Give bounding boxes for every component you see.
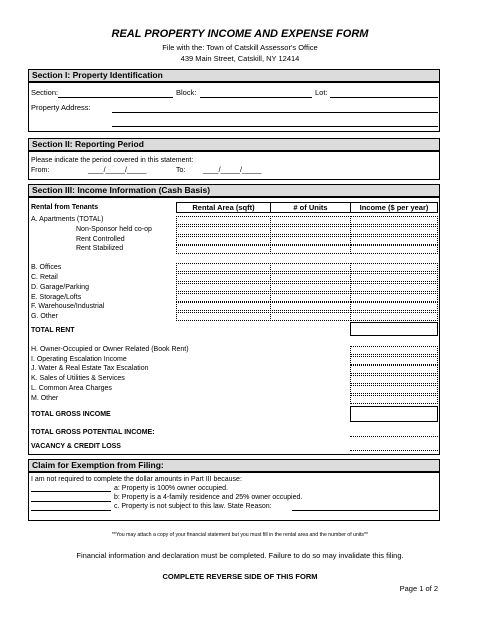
- warehouse-label: F. Warehouse/Industrial: [31, 303, 105, 310]
- col-income: Income ($ per year): [350, 202, 438, 213]
- rental-grid-cell[interactable]: [270, 216, 351, 225]
- vacancy-label: VACANCY & CREDIT LOSS: [31, 443, 121, 450]
- rental-grid-cell[interactable]: [350, 236, 438, 245]
- form-title: REAL PROPERTY INCOME AND EXPENSE FORM: [111, 28, 369, 40]
- rental-grid-cell[interactable]: [176, 273, 271, 282]
- storage-label: E. Storage/Lofts: [31, 294, 82, 301]
- income-grid-cell[interactable]: [350, 395, 438, 404]
- retail-label: C. Retail: [31, 274, 58, 281]
- block-field[interactable]: [200, 97, 312, 98]
- owner-occupied-label: H. Owner-Occupied or Owner Related (Book Rent): [31, 346, 189, 353]
- rental-grid-cell[interactable]: [350, 273, 438, 282]
- tax-escalation-label: J. Water & Real Estate Tax Escalation: [31, 365, 149, 372]
- to-label: To:: [176, 167, 186, 174]
- file-with-text: File with the: Town of Catskill Assessor's Office: [162, 43, 318, 52]
- utilities-label: K. Sales of Utilities & Services: [31, 375, 125, 382]
- period-instruction: Please indicate the period covered in this statement:: [31, 157, 194, 164]
- to-date-field[interactable]: ____/_____/_____: [203, 167, 262, 174]
- lot-label: Lot:: [315, 88, 328, 97]
- rental-grid-cell[interactable]: [350, 263, 438, 272]
- total-rent-label: TOTAL RENT: [31, 327, 75, 334]
- attachment-note: **You may attach a copy of your financial statement but you must fill in the rental area and the number of units**: [111, 532, 369, 538]
- income-grid-cell[interactable]: [350, 346, 438, 355]
- income-grid-cell[interactable]: [350, 375, 438, 384]
- complete-reverse-note: COMPLETE REVERSE SIDE OF THIS FORM: [162, 572, 318, 581]
- from-date-field[interactable]: ____/_____/_____: [88, 167, 147, 174]
- total-gross-potential-field[interactable]: [350, 436, 438, 437]
- rental-grid-cell[interactable]: [350, 293, 438, 302]
- common-area-label: L. Common Area Charges: [31, 385, 112, 392]
- exemption-reason-field[interactable]: [292, 510, 438, 511]
- vacancy-field[interactable]: [350, 450, 438, 451]
- rental-grid-cell[interactable]: [176, 245, 271, 254]
- rental-grid-cell[interactable]: [350, 216, 438, 225]
- total-gross-potential-label: TOTAL GROSS POTENTIAL INCOME:: [31, 429, 155, 436]
- rental-grid-cell[interactable]: [176, 226, 271, 235]
- rental-grid-cell[interactable]: [270, 236, 351, 245]
- rental-grid-cell[interactable]: [270, 283, 351, 292]
- property-address-label: Property Address:: [31, 103, 91, 112]
- apartments-label: A. Apartments (TOTAL): [31, 216, 104, 223]
- rental-grid-cell[interactable]: [270, 226, 351, 235]
- garage-label: D. Garage/Parking: [31, 284, 89, 291]
- rental-grid-cell[interactable]: [350, 302, 438, 311]
- rental-grid-cell[interactable]: [176, 236, 271, 245]
- from-label: From:: [31, 167, 50, 174]
- other-rental-label: G. Other: [31, 313, 58, 320]
- apt-sub-2: Rent Controlled: [76, 236, 125, 243]
- rental-grid-cell[interactable]: [176, 302, 271, 311]
- rental-grid-cell[interactable]: [176, 263, 271, 272]
- property-address-field-1[interactable]: [112, 112, 438, 113]
- total-gross-income-field[interactable]: [350, 406, 438, 422]
- property-address-field-2[interactable]: [112, 126, 438, 127]
- rental-grid-cell[interactable]: [176, 312, 271, 321]
- rental-grid-cell[interactable]: [270, 302, 351, 311]
- rental-grid-cell[interactable]: [350, 283, 438, 292]
- rental-grid-cell[interactable]: [350, 312, 438, 321]
- rental-grid-cell[interactable]: [350, 226, 438, 235]
- section-3-header: Section III: Income Information (Cash Basis): [28, 184, 440, 197]
- apt-sub-3: Rent Stabilized: [76, 245, 124, 252]
- income-grid-cell[interactable]: [350, 365, 438, 374]
- exemption-b-checkline[interactable]: [31, 501, 111, 502]
- col-units: # of Units: [270, 202, 351, 213]
- col-rental-area: Rental Area (sqft): [176, 202, 271, 213]
- lot-field[interactable]: [330, 97, 438, 98]
- offices-label: B. Offices: [31, 264, 62, 271]
- office-address: 439 Main Street, Catskill, NY 12414: [180, 54, 300, 63]
- rental-grid-cell[interactable]: [350, 245, 438, 254]
- rental-grid-cell[interactable]: [270, 263, 351, 272]
- exemption-header: Claim for Exemption from Filing:: [28, 459, 440, 472]
- exemption-c-checkline[interactable]: [31, 510, 111, 511]
- exemption-option-a: a: Property is 100% owner occupied.: [114, 485, 229, 492]
- operating-escalation-label: I. Operating Escalation Income: [31, 356, 127, 363]
- block-label: Block:: [176, 88, 197, 97]
- rental-from-tenants-label: Rental from Tenants: [31, 204, 99, 211]
- section-field[interactable]: [58, 97, 173, 98]
- validity-warning: Financial information and declaration must be completed. Failure to do so may invalidate this filing.: [76, 551, 404, 560]
- exemption-a-checkline[interactable]: [31, 491, 111, 492]
- section-label: Section:: [31, 88, 59, 97]
- rental-grid-cell[interactable]: [270, 312, 351, 321]
- exemption-option-b: b: Property is a 4-family residence and 25% owner occupied.: [114, 494, 303, 501]
- rental-grid-cell[interactable]: [176, 293, 271, 302]
- income-grid-cell[interactable]: [350, 385, 438, 394]
- other-income-label: M. Other: [31, 395, 59, 402]
- rental-grid-cell[interactable]: [176, 216, 271, 225]
- page-number: Page 1 of 2: [399, 584, 438, 593]
- rental-grid-cell[interactable]: [270, 245, 351, 254]
- income-grid-cell[interactable]: [350, 356, 438, 365]
- exemption-option-c: c. Property is not subject to this law. State Reason:: [114, 503, 272, 510]
- section-2-header: Section II: Reporting Period: [28, 138, 440, 151]
- rental-grid-cell[interactable]: [176, 283, 271, 292]
- section-1-header: Section I: Property Identification: [28, 69, 440, 82]
- exemption-intro: I am not required to complete the dollar amounts in Part III because:: [31, 476, 242, 483]
- total-rent-field[interactable]: [350, 322, 438, 336]
- total-gross-income-label: TOTAL GROSS INCOME: [31, 411, 111, 418]
- apt-sub-1: Non-Sponsor held co-op: [76, 226, 152, 233]
- rental-grid-cell[interactable]: [270, 273, 351, 282]
- rental-grid-cell[interactable]: [270, 293, 351, 302]
